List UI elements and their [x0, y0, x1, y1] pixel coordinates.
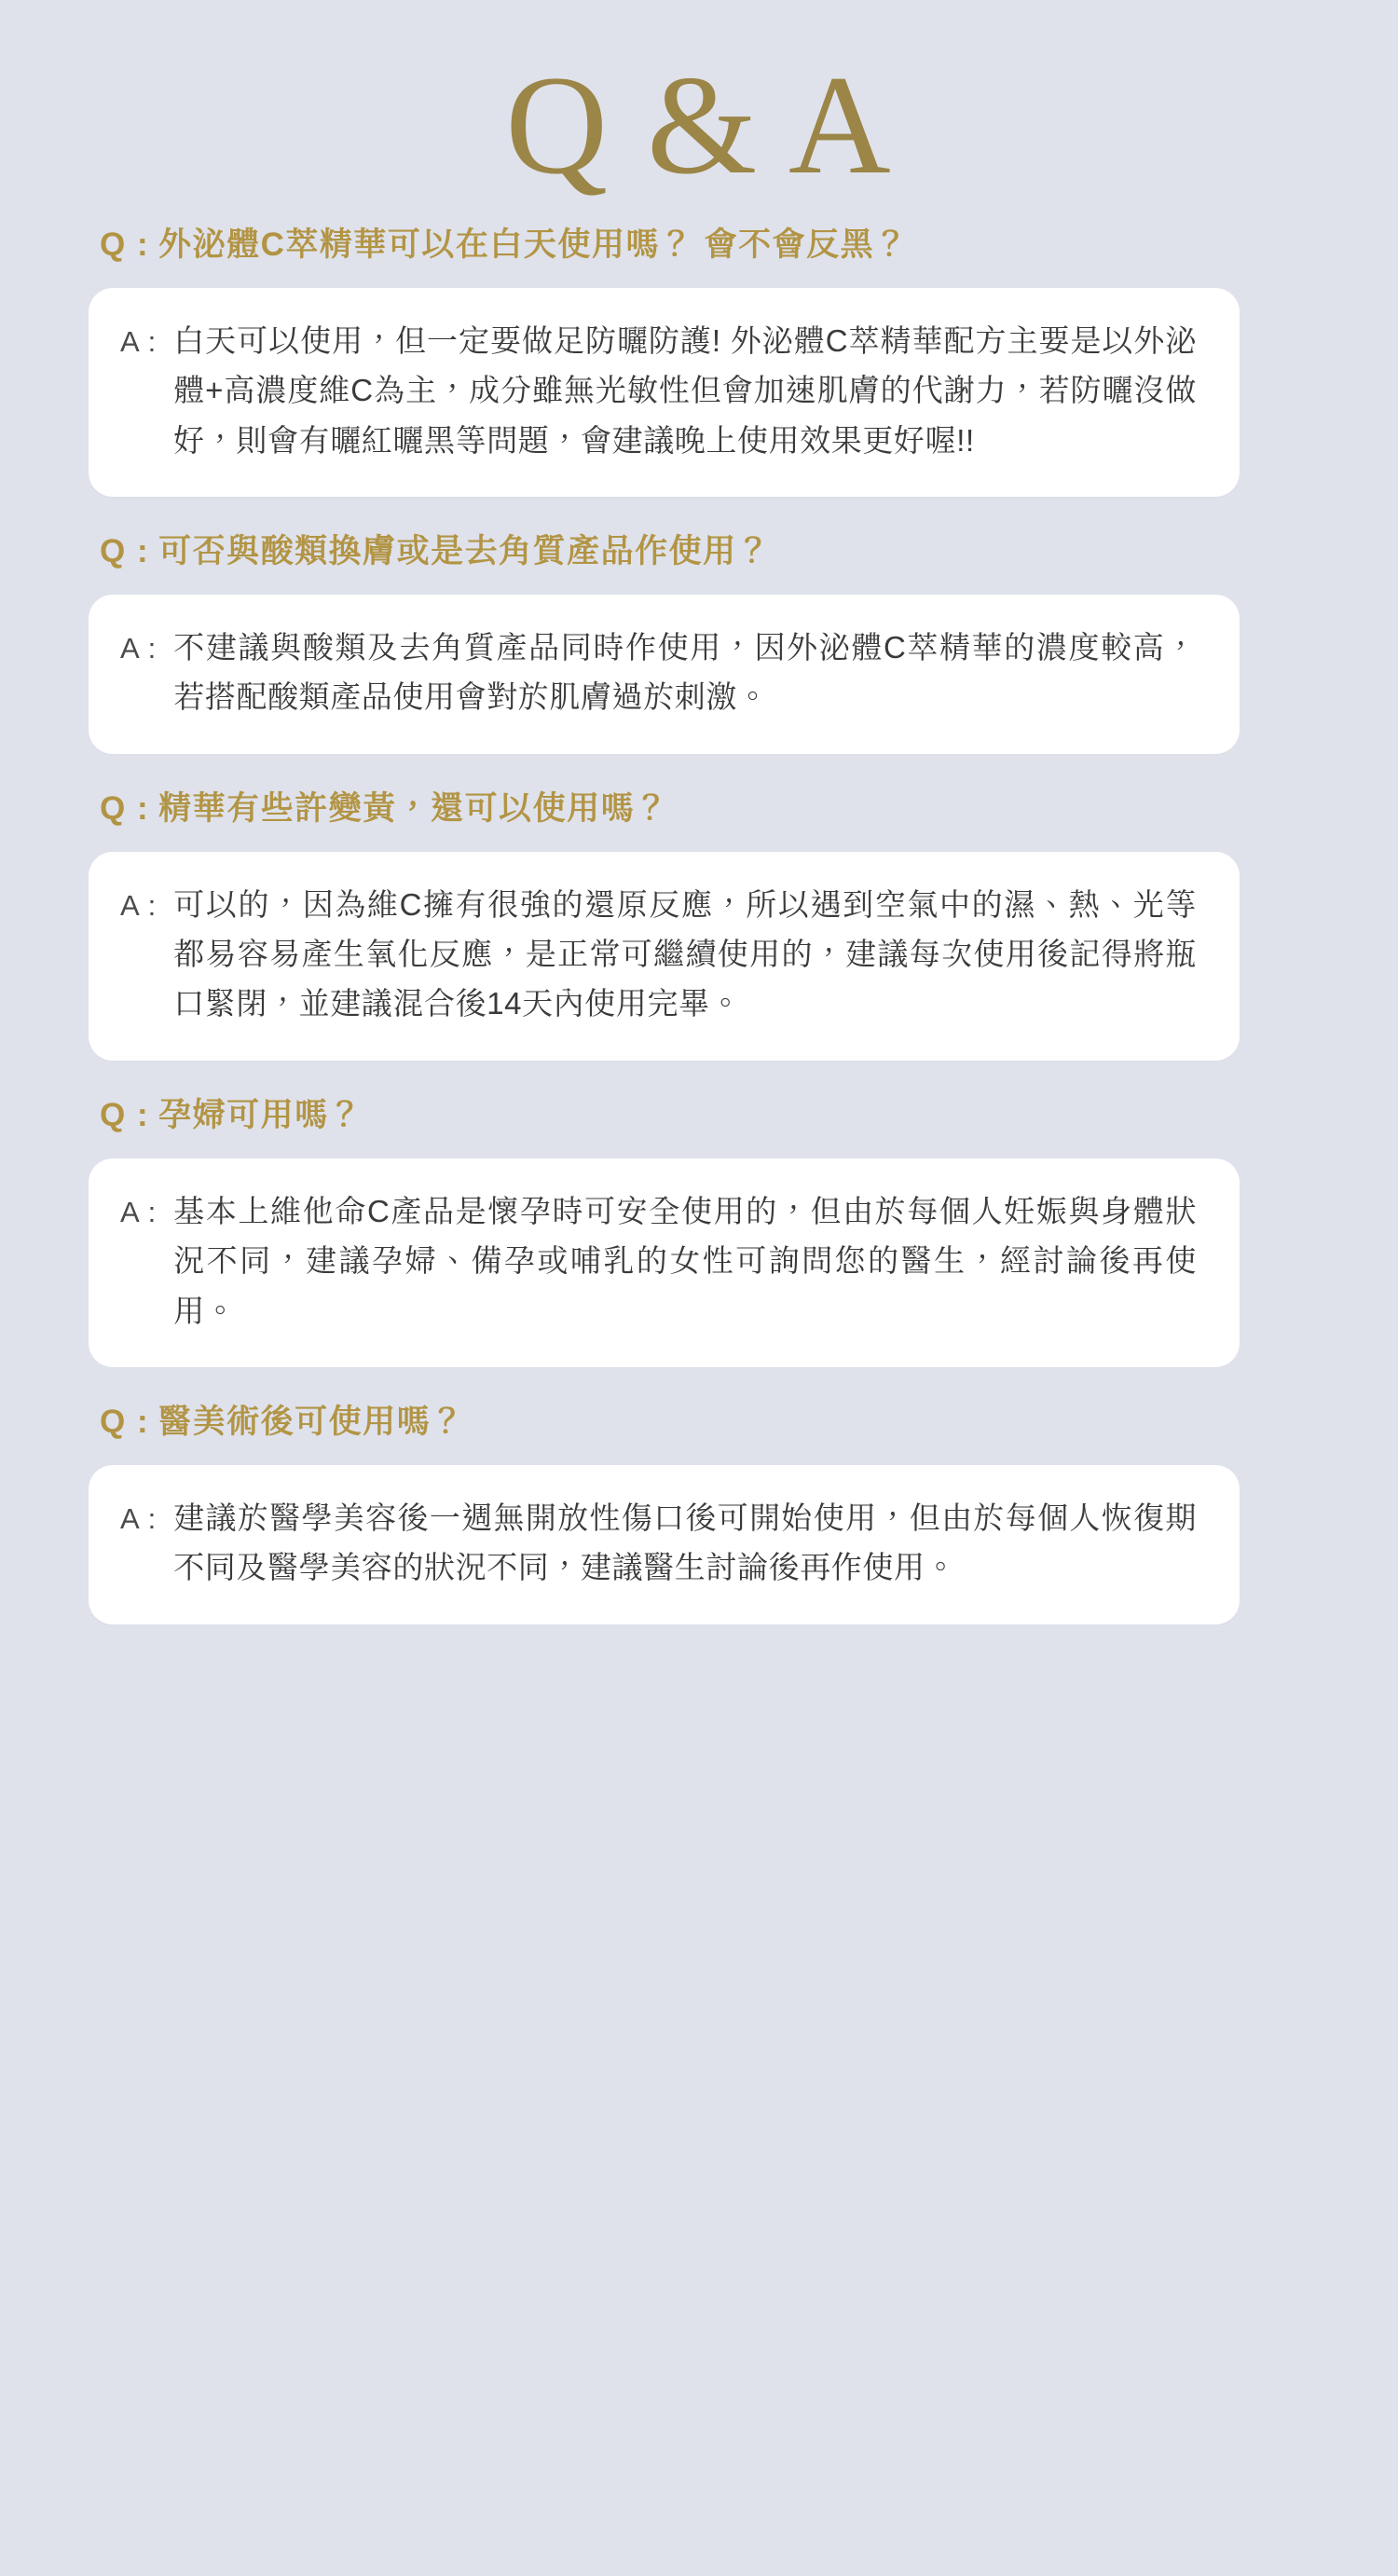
- question-text: 孕婦可用嗎？: [158, 1096, 363, 1133]
- faq-question: [89, 786, 1240, 833]
- faq-item: [89, 528, 1240, 754]
- answer-prefix-label: A :: [120, 888, 158, 922]
- faq-item: [89, 786, 1240, 1061]
- answer-prefix-label: A :: [120, 1501, 158, 1535]
- faq-answer-card: [89, 1158, 1240, 1367]
- question-prefix-label: Q :: [100, 533, 150, 570]
- question-text: 精華有些許變黃，還可以使用嗎？: [158, 789, 669, 827]
- faq-list: [0, 222, 1398, 1624]
- question-prefix-label: Q :: [100, 1096, 150, 1133]
- question-prefix-label: Q :: [100, 789, 150, 827]
- faq-item: [89, 222, 1240, 497]
- answer-text: 可以的，因為維C擁有很強的還原反應，所以遇到空氣中的濕、熱、光等都易容易產生氧化反應，是正常可繼續使用的，建議每次使用後記得將瓶口緊閉，並建議混合後14天內使用完畢。: [173, 886, 1197, 1021]
- faq-question: [89, 222, 1240, 269]
- question-text: 可否與酸類換膚或是去角質產品作使用？: [158, 533, 772, 570]
- question-prefix-label: Q :: [100, 1403, 150, 1440]
- faq-answer-card: [89, 852, 1240, 1061]
- page-title: Q & A: [505, 47, 893, 203]
- faq-item: [89, 1092, 1240, 1367]
- question-text: 醫美術後可使用嗎？: [158, 1403, 465, 1440]
- faq-answer-card: [89, 595, 1240, 754]
- answer-prefix-label: A :: [120, 1195, 158, 1228]
- faq-answer-card: [89, 1465, 1240, 1624]
- answer-text: 不建議與酸類及去角質產品同時作使用，因外泌體C萃精華的濃度較高，若搭配酸類產品使用會對於肌膚過於刺激。: [173, 629, 1197, 715]
- question-text: 外泌體C萃精華可以在白天使用嗎？ 會不會反黑？: [158, 226, 909, 263]
- faq-question: [89, 528, 1240, 576]
- question-prefix-label: Q :: [100, 226, 150, 263]
- faq-question: [89, 1092, 1240, 1140]
- faq-question: [89, 1399, 1240, 1446]
- answer-text: 基本上維他命C產品是懷孕時可安全使用的，但由於每個人妊娠與身體狀況不同，建議孕婦、備孕或哺乳的女性可詢問您的醫生，經討論後再使用。: [173, 1193, 1197, 1328]
- answer-prefix-label: A :: [120, 324, 158, 358]
- answer-text: 建議於醫學美容後一週無開放性傷口後可開始使用，但由於每個人恢復期不同及醫學美容的狀況不同，建議醫生討論後再作使用。: [173, 1500, 1197, 1585]
- faq-item: [89, 1399, 1240, 1624]
- faq-answer-card: [89, 288, 1240, 497]
- answer-prefix-label: A :: [120, 631, 158, 665]
- answer-text: 白天可以使用，但一定要做足防曬防護! 外泌體C萃精華配方主要是以外泌體+高濃度維C為主，成分雖無光敏性但會加速肌膚的代謝力，若防曬沒做好，則會有曬紅曬黑等問題，會建議晚上使用效果更好喔!!: [173, 322, 1197, 458]
